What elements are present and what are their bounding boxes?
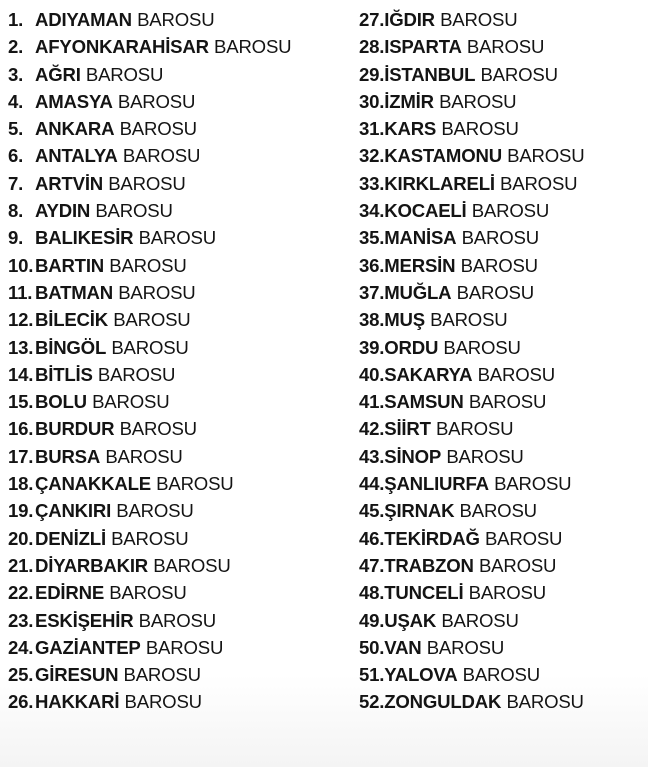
bar-name: SİNOP: [384, 445, 442, 467]
item-number: 9.: [8, 227, 24, 249]
list-item: [359, 224, 645, 251]
bar-name: AFYONKARAHİSAR: [35, 36, 209, 58]
bar-name: ESKİŞEHİR: [35, 609, 134, 631]
item-number: 41.: [359, 391, 385, 413]
bar-suffix: BAROSU: [108, 172, 186, 194]
bar-suffix: BAROSU: [122, 145, 201, 167]
item-number: 18.: [8, 473, 34, 495]
item-number: 8.: [8, 200, 24, 222]
bar-suffix: BAROSU: [443, 336, 521, 358]
item-number: 27.: [359, 9, 385, 30]
list-item: [359, 415, 645, 442]
item-number: 32.: [359, 145, 385, 167]
item-number: 48.: [359, 582, 385, 604]
bar-suffix: BAROSU: [109, 254, 187, 276]
bar-suffix: BAROSU: [119, 118, 197, 140]
bar-suffix: BAROSU: [109, 582, 187, 604]
item-number: 50.: [359, 636, 385, 658]
list-item: [8, 661, 348, 688]
item-number: 7.: [8, 172, 24, 194]
bar-suffix: BAROSU: [137, 9, 215, 30]
item-number: 6.: [8, 145, 24, 167]
bar-suffix: BAROSU: [430, 309, 508, 331]
bar-suffix: BAROSU: [156, 473, 234, 495]
bar-name: AMASYA: [35, 90, 113, 112]
list-item: [8, 61, 348, 88]
bar-suffix: BAROSU: [468, 391, 547, 413]
list-item: [8, 197, 348, 224]
item-number: 40.: [359, 363, 385, 385]
bar-suffix: BAROSU: [456, 281, 534, 303]
bar-name: BURSA: [35, 445, 101, 467]
item-number: 25.: [8, 664, 34, 686]
bar-name: KASTAMONU: [384, 145, 502, 167]
item-number: 19.: [8, 500, 34, 522]
bar-name: İZMİR: [384, 90, 434, 112]
list-item: [359, 6, 645, 33]
item-number: 47.: [359, 554, 385, 576]
bar-name: KARS: [384, 118, 437, 140]
bar-name: YALOVA: [384, 664, 458, 686]
list-item: [359, 388, 645, 415]
bar-name: BURDUR: [35, 418, 115, 440]
item-number: 46.: [359, 527, 385, 549]
item-number: 52.: [359, 691, 385, 713]
item-number: 28.: [359, 36, 385, 58]
item-number: 3.: [8, 63, 24, 85]
bar-suffix: BAROSU: [153, 554, 231, 576]
bar-suffix: BAROSU: [116, 500, 194, 522]
item-number: 4.: [8, 90, 24, 112]
bar-suffix: BAROSU: [123, 664, 201, 686]
list-item: [8, 607, 348, 634]
item-number: 5.: [8, 118, 24, 140]
item-number: 15.: [8, 391, 34, 413]
list-item: [8, 525, 348, 552]
list-item: [359, 361, 645, 388]
list-item: [8, 361, 348, 388]
list-item: [8, 415, 348, 442]
list-column-right: [359, 6, 645, 716]
bar-suffix: BAROSU: [119, 418, 197, 440]
list-item: [359, 470, 645, 497]
list-item: [359, 634, 645, 661]
bar-name: MERSİN: [384, 254, 456, 276]
list-item: [359, 579, 645, 606]
bar-suffix: BAROSU: [446, 445, 524, 467]
item-number: 36.: [359, 254, 385, 276]
item-number: 45.: [359, 500, 385, 522]
bar-name: TUNCELİ: [384, 582, 464, 604]
bar-name: GAZİANTEP: [35, 636, 141, 658]
bar-suffix: BAROSU: [484, 527, 563, 549]
item-number: 34.: [359, 200, 385, 222]
item-number: 21.: [8, 554, 34, 576]
list-item: [8, 6, 348, 33]
bar-suffix: BAROSU: [118, 281, 196, 303]
bar-name: MANİSA: [384, 227, 457, 249]
bar-name: AĞRI: [35, 63, 81, 85]
bar-name: SİİRT: [384, 418, 431, 440]
bar-name: TRABZON: [384, 554, 474, 576]
item-number: 43.: [359, 445, 385, 467]
item-number: 22.: [8, 582, 34, 604]
bar-suffix: BAROSU: [92, 391, 170, 413]
bar-suffix: BAROSU: [466, 36, 545, 58]
item-number: 2.: [8, 36, 24, 58]
bar-name: ÇANKIRI: [35, 500, 112, 522]
item-number: 35.: [359, 227, 385, 249]
bar-name: ORDU: [384, 336, 439, 358]
item-number: 20.: [8, 527, 34, 549]
list-item: [8, 388, 348, 415]
bar-suffix: BAROSU: [95, 200, 173, 222]
list-item: [359, 443, 645, 470]
list-item: [359, 33, 645, 60]
bar-suffix: BAROSU: [471, 200, 550, 222]
bar-suffix: BAROSU: [500, 172, 578, 194]
bar-name: BİNGÖL: [35, 336, 107, 358]
item-number: 10.: [8, 254, 34, 276]
bar-suffix: BAROSU: [111, 336, 189, 358]
bar-name: ŞIRNAK: [384, 500, 455, 522]
bar-suffix: BAROSU: [105, 445, 183, 467]
list-item: [359, 497, 645, 524]
bar-name: BOLU: [35, 391, 87, 413]
list-item: [359, 552, 645, 579]
list-item: [8, 497, 348, 524]
bar-suffix: BAROSU: [439, 90, 517, 112]
bar-suffix: BAROSU: [138, 227, 216, 249]
list-item: [8, 115, 348, 142]
bar-name: ŞANLIURFA: [384, 473, 489, 495]
bar-name: SAMSUN: [384, 391, 464, 413]
list-item: [8, 334, 348, 361]
item-number: 39.: [359, 336, 385, 358]
bar-name: IĞDIR: [384, 9, 435, 30]
bar-suffix: BAROSU: [477, 363, 555, 385]
item-number: 44.: [359, 473, 385, 495]
item-number: 23.: [8, 609, 34, 631]
item-number: 42.: [359, 418, 385, 440]
bar-name: ARTVİN: [35, 172, 104, 194]
list-item: [8, 579, 348, 606]
list-item: [8, 170, 348, 197]
bar-suffix: BAROSU: [113, 309, 191, 331]
list-item: [359, 197, 645, 224]
bar-suffix: BAROSU: [506, 691, 584, 713]
item-number: 14.: [8, 363, 34, 385]
bar-name: AYDIN: [35, 200, 91, 222]
bar-suffix: BAROSU: [214, 36, 292, 58]
bar-suffix: BAROSU: [117, 90, 196, 112]
bar-name: EDİRNE: [35, 582, 105, 604]
bar-suffix: BAROSU: [494, 473, 572, 495]
bar-suffix: BAROSU: [145, 636, 224, 658]
item-number: 11.: [8, 281, 33, 303]
list-item: [359, 61, 645, 88]
list-item: [8, 252, 348, 279]
bar-suffix: BAROSU: [97, 363, 176, 385]
bar-suffix: BAROSU: [462, 664, 540, 686]
list-item: [8, 33, 348, 60]
bar-name: KOCAELİ: [384, 200, 467, 222]
bar-name: MUĞLA: [384, 281, 452, 303]
bar-name: VAN: [384, 636, 422, 658]
bar-name: ISPARTA: [384, 36, 462, 58]
bar-suffix: BAROSU: [440, 9, 518, 30]
list-item: [359, 306, 645, 333]
item-number: 38.: [359, 309, 385, 331]
bar-name: TEKİRDAĞ: [384, 527, 480, 549]
bar-suffix: BAROSU: [461, 227, 539, 249]
bar-name: ANKARA: [35, 118, 115, 140]
list-item: [359, 142, 645, 169]
list-item: [8, 306, 348, 333]
list-item: [359, 252, 645, 279]
item-number: 12.: [8, 309, 34, 331]
bar-name: SAKARYA: [384, 363, 473, 385]
item-number: 13.: [8, 336, 34, 358]
item-number: 17.: [8, 445, 34, 467]
list-item: [8, 443, 348, 470]
list-item: [8, 470, 348, 497]
bar-suffix: BAROSU: [85, 63, 164, 85]
list-item: [359, 334, 645, 361]
bar-name: BATMAN: [35, 281, 113, 303]
item-number: 1.: [8, 9, 24, 30]
list-item: [359, 170, 645, 197]
bar-suffix: BAROSU: [124, 691, 202, 713]
bar-name: KIRKLARELİ: [384, 172, 495, 194]
bar-name: GİRESUN: [35, 664, 119, 686]
bar-suffix: BAROSU: [460, 254, 538, 276]
bar-name: BİTLİS: [35, 363, 93, 385]
bar-name: ADIYAMAN: [35, 9, 132, 30]
list-item: [8, 279, 348, 306]
bar-suffix: BAROSU: [459, 500, 537, 522]
bar-suffix: BAROSU: [435, 418, 514, 440]
list-item: [359, 661, 645, 688]
bar-suffix: BAROSU: [468, 582, 546, 604]
item-number: 49.: [359, 609, 385, 631]
bar-name: HAKKARİ: [35, 691, 120, 713]
bar-suffix: BAROSU: [480, 63, 558, 85]
bar-name: DENİZLİ: [35, 527, 106, 549]
bar-name: ZONGULDAK: [384, 691, 502, 713]
item-number: 51.: [359, 664, 385, 686]
item-number: 33.: [359, 172, 385, 194]
list-item: [8, 88, 348, 115]
bar-suffix: BAROSU: [138, 609, 216, 631]
item-number: 16.: [8, 418, 34, 440]
list-item: [359, 279, 645, 306]
bar-name: BALIKESİR: [35, 227, 134, 249]
item-number: 29.: [359, 63, 385, 85]
list-item: [359, 688, 645, 715]
list-item: [8, 142, 348, 169]
bar-name: ÇANAKKALE: [35, 473, 151, 495]
bar-name: ANTALYA: [35, 145, 118, 167]
bar-suffix: BAROSU: [441, 118, 519, 140]
bar-suffix: BAROSU: [441, 609, 519, 631]
item-number: 26.: [8, 691, 34, 713]
list-column-left: [8, 6, 348, 716]
list-item: [359, 525, 645, 552]
list-item: [359, 115, 645, 142]
item-number: 24.: [8, 636, 34, 658]
bar-name: UŞAK: [384, 609, 437, 631]
bar-name: İSTANBUL: [384, 63, 476, 85]
bar-name: DİYARBAKIR: [35, 554, 149, 576]
bar-suffix: BAROSU: [111, 527, 189, 549]
list-item: [8, 688, 348, 715]
bar-suffix: BAROSU: [478, 554, 557, 576]
bar-suffix: BAROSU: [507, 145, 585, 167]
list-item: [359, 88, 645, 115]
list-item: [8, 552, 348, 579]
bar-name: MUŞ: [384, 309, 425, 331]
list-item: [359, 607, 645, 634]
bar-suffix: BAROSU: [426, 636, 505, 658]
item-number: 30.: [359, 90, 385, 112]
list-item: [8, 634, 348, 661]
bar-name: BİLECİK: [35, 309, 108, 331]
item-number: 37.: [359, 281, 385, 303]
bar-name: BARTIN: [35, 254, 105, 276]
item-number: 31.: [359, 118, 385, 140]
list-item: [8, 224, 348, 251]
